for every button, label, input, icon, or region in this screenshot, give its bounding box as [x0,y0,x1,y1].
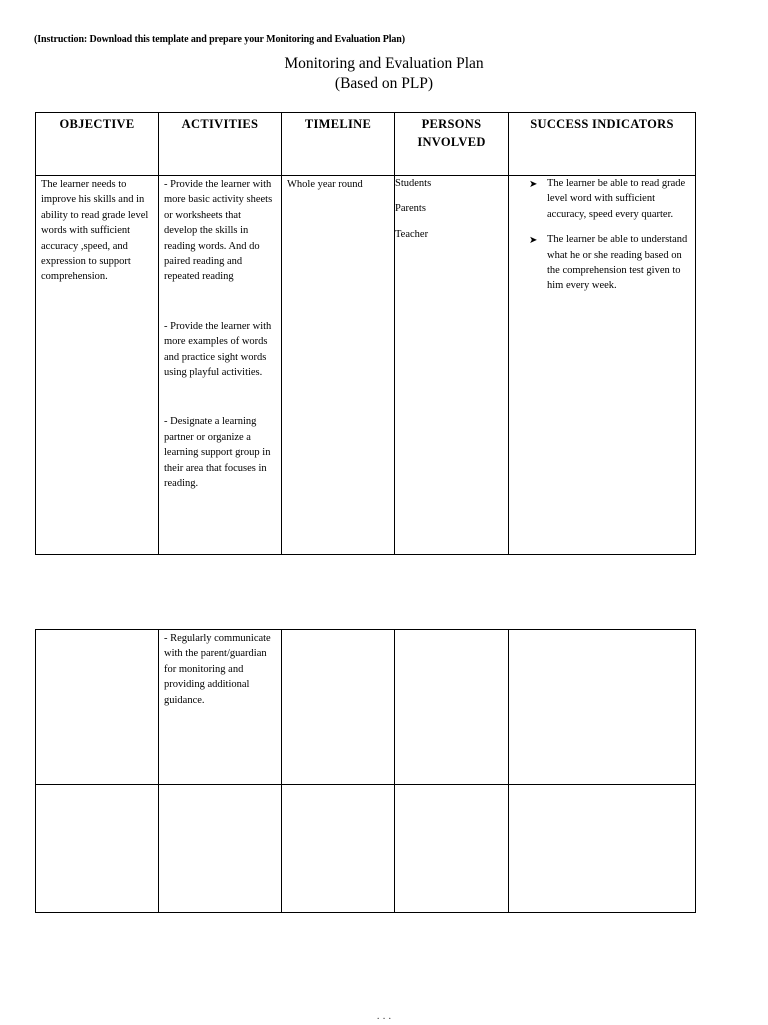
header-success-indicators: SUCCESS INDICATORS [509,113,696,176]
timeline-text: Whole year round [287,179,363,190]
indicator-text: The learner be able to read grade level word with sufficient accuracy, speed every quarter. [547,178,686,220]
indicator-text: The learner be able to understand what he or she reading based on the comprehension test given to him every week. [547,234,688,292]
arrow-bullet-icon: ➤ [529,235,538,247]
page-title: Monitoring and Evaluation Plan [284,55,484,72]
page-subtitle: (Based on PLP) [334,75,434,92]
indicators-cell [509,176,696,555]
activities-cell [159,176,282,555]
plan-table [35,112,696,555]
objective-cell-empty [36,630,159,785]
empty-cell [282,785,395,913]
activity-3: - Designate a learning partner or organize a learning support group in their area that focuses in reading. [164,416,271,490]
plan-table-continued [35,629,696,913]
objective-text: The learner needs to improve his skills and in ability to read grade level words with sufficient accuracy ,speed, and expression to support comprehension. [41,179,149,283]
person-item: Students [395,178,432,189]
persons-cell-empty [395,630,509,785]
activity-2: - Provide the learner with more examples of words and practice sight words using playful activities. [164,320,272,379]
indicators-cell-empty [509,630,696,785]
indicator-item [509,176,695,222]
persons-list [395,176,508,242]
header-persons-involved: PERSONS INVOLVED [395,113,509,176]
timeline-cell-empty [282,630,395,785]
table-row-empty [36,785,696,913]
empty-cell [509,785,696,913]
page-footer-mark: · · · [376,1014,392,1025]
activity-4: - Regularly communicate with the parent/guardian for monitoring and providing additional guidance. [164,633,271,706]
empty-cell [159,785,282,913]
empty-cell [395,785,509,913]
timeline-cell [282,176,395,555]
table-row [36,630,696,785]
person-item: Parents [395,203,426,215]
empty-cell [36,785,159,913]
header-timeline: TIMELINE [282,113,395,176]
arrow-bullet-icon: ➤ [529,179,538,190]
activity-1: - Provide the learner with more basic activity sheets or worksheets that develop the skills in reading words. And do paired reading and repeated reading [164,179,273,283]
indicator-item [509,232,695,294]
table-row [36,176,696,555]
persons-cell [395,176,509,555]
person-item: Teacher [395,228,429,240]
activities-cell [159,630,282,785]
indicators-list [509,176,695,294]
header-activities: ACTIVITIES [159,113,282,176]
header-row [36,113,696,176]
objective-cell [36,176,159,555]
header-objective: OBJECTIVE [36,113,159,176]
instruction-text: (Instruction: Download this template and prepare your Monitoring and Evaluation Plan) [34,34,405,45]
